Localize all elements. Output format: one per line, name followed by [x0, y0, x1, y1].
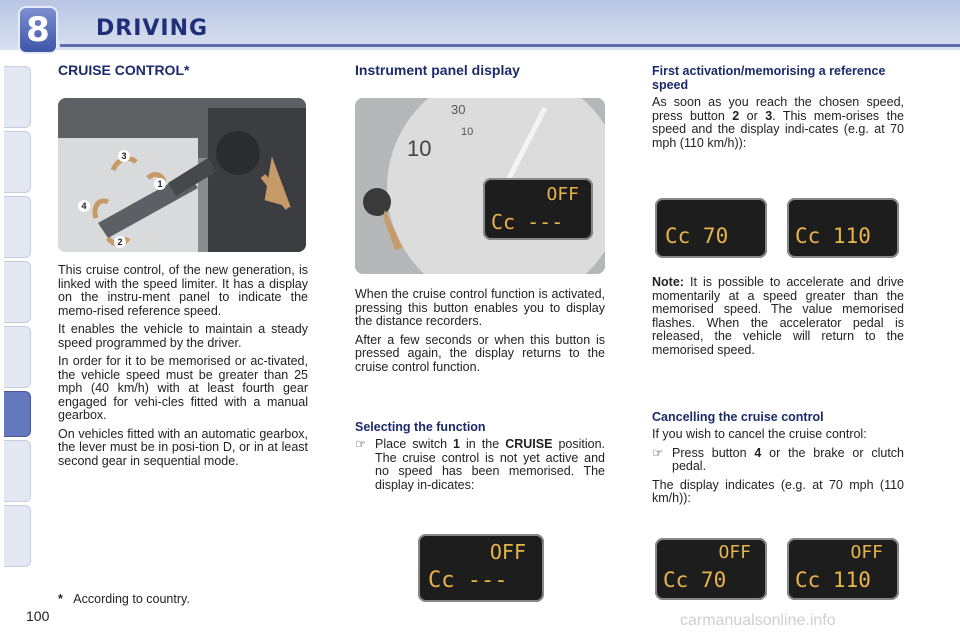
section-title: CRUISE CONTROL*	[58, 62, 190, 78]
subsection-title: Selecting the function	[355, 420, 486, 434]
paragraph: When the cruise control function is activated, pressing this button enables you to display the distance recorders.	[355, 287, 605, 328]
lcd-line2: Cc ---	[428, 568, 508, 593]
gauge-label-10-large: 10	[407, 136, 432, 161]
lcd-line1: OFF	[546, 184, 579, 205]
paragraph: If you wish to cancel the cruise control:	[652, 427, 867, 441]
chapter-tab[interactable]	[4, 196, 31, 258]
paragraph: It enables the vehicle to maintain a steady speed programmed by the driver.	[58, 322, 308, 350]
page-number: 100	[26, 608, 50, 624]
bullet-text: Press button 4 or the brake or clutch pedal.	[672, 445, 904, 473]
paragraph: After a few seconds or when this button is pressed again, the display returns to the cruise control function.	[355, 332, 605, 374]
chapter-tab[interactable]	[4, 326, 31, 388]
chapter-tab[interactable]	[4, 440, 31, 502]
lcd-line2: Cc 110	[795, 568, 871, 592]
footnote-marker: *	[58, 592, 63, 606]
section-title: Instrument panel display	[355, 62, 520, 78]
footnote-text: According to country.	[73, 592, 190, 606]
paragraph: This cruise control, of the new generation, is linked with the speed limiter. It has a display on the instru-ment panel to indicate the memo-rised reference speed.	[58, 263, 308, 318]
chapter-tab[interactable]	[4, 66, 31, 128]
stalk-label-2: 2	[114, 236, 126, 248]
panel-lcd	[483, 178, 593, 240]
lcd-line1: OFF	[718, 542, 751, 563]
stalk-label-4: 4	[78, 200, 90, 212]
watermark: carmanualsonline.info	[680, 612, 836, 629]
instrument-panel-photo	[355, 98, 605, 274]
subsection-title: Cancelling the cruise control	[652, 410, 824, 424]
lcd-line2: Cc 110	[795, 224, 871, 248]
column-instrument-panel	[355, 64, 607, 78]
column-cruise-control-text	[58, 264, 308, 473]
paragraph: In order for it to be memorised or ac-tivated, the vehicle speed must be greater than 25 mph (40 km/h) with at least fourth gear engaged for vehi-cles fitted with a manual gearbox.	[58, 354, 308, 422]
column-instrument-text	[355, 288, 605, 379]
header-rule	[60, 44, 960, 47]
pointing-hand-icon: ☞	[652, 445, 664, 460]
lcd-line2: Cc 70	[663, 568, 727, 592]
pointing-hand-icon: ☞	[355, 437, 367, 451]
subsection-title: First activation/memorising a reference speed	[652, 64, 886, 92]
stalk-label-3: 3	[118, 150, 130, 162]
note-label: Note:	[652, 275, 684, 289]
note-section	[652, 276, 904, 362]
lcd-line2: Cc ---	[491, 210, 564, 234]
bullet-item	[652, 447, 904, 479]
lcd-display-off-110	[787, 538, 899, 600]
chapter-tab[interactable]	[4, 261, 31, 323]
bullet-item	[355, 438, 605, 492]
cancelling-section	[652, 410, 904, 511]
stalk-label-1: 1	[154, 178, 166, 190]
bullet-text: Place switch 1 in the CRUISE position. The cruise control is not yet active and no speed has been memorised. The display in-dicates:	[375, 437, 606, 492]
paragraph: On vehicles fitted with an automatic gearbox, the lever must be in posi-tion D, or in at least second gear in sequential mode.	[58, 426, 308, 468]
footnote	[58, 592, 190, 606]
lcd-display-110	[787, 198, 899, 258]
paragraph: As soon as you reach the chosen speed, press button 2 or 3. This mem-orises the speed and the display indi-cates (e.g. at 70 mph (110 km/h)):	[652, 95, 905, 150]
chapter-tab[interactable]	[4, 131, 31, 193]
column-activation	[652, 64, 904, 155]
lcd-display-70	[655, 198, 767, 258]
stalk-photo	[58, 98, 306, 252]
lcd-line1: OFF	[850, 542, 883, 563]
gauge-label-10-small: 10	[461, 126, 474, 138]
chapter-title: DRIVING	[96, 16, 209, 41]
chapter-tabs	[0, 58, 32, 578]
lcd-line1: OFF	[489, 540, 526, 564]
lcd-display-off	[418, 534, 544, 602]
column-cruise-control	[58, 64, 308, 78]
lcd-display-off-70	[655, 538, 767, 600]
lcd-line2: Cc 70	[665, 224, 729, 248]
selecting-function-section	[355, 420, 605, 492]
gauge-label-30: 30	[451, 102, 466, 117]
paragraph: The display indicates (e.g. at 70 mph (110 km/h)):	[652, 477, 904, 505]
chapter-tab[interactable]	[4, 505, 31, 567]
note-paragraph: Note: It is possible to accelerate and drive momentarily at a speed greater than the memorised speed. The value memorised flashes. When the accelerator pedal is released, the vehicle will return to the memorised speed.	[652, 275, 904, 357]
chapter-number-badge: 8	[20, 8, 56, 52]
stalk-illustration	[58, 98, 306, 252]
chapter-tab-active[interactable]	[4, 391, 31, 437]
